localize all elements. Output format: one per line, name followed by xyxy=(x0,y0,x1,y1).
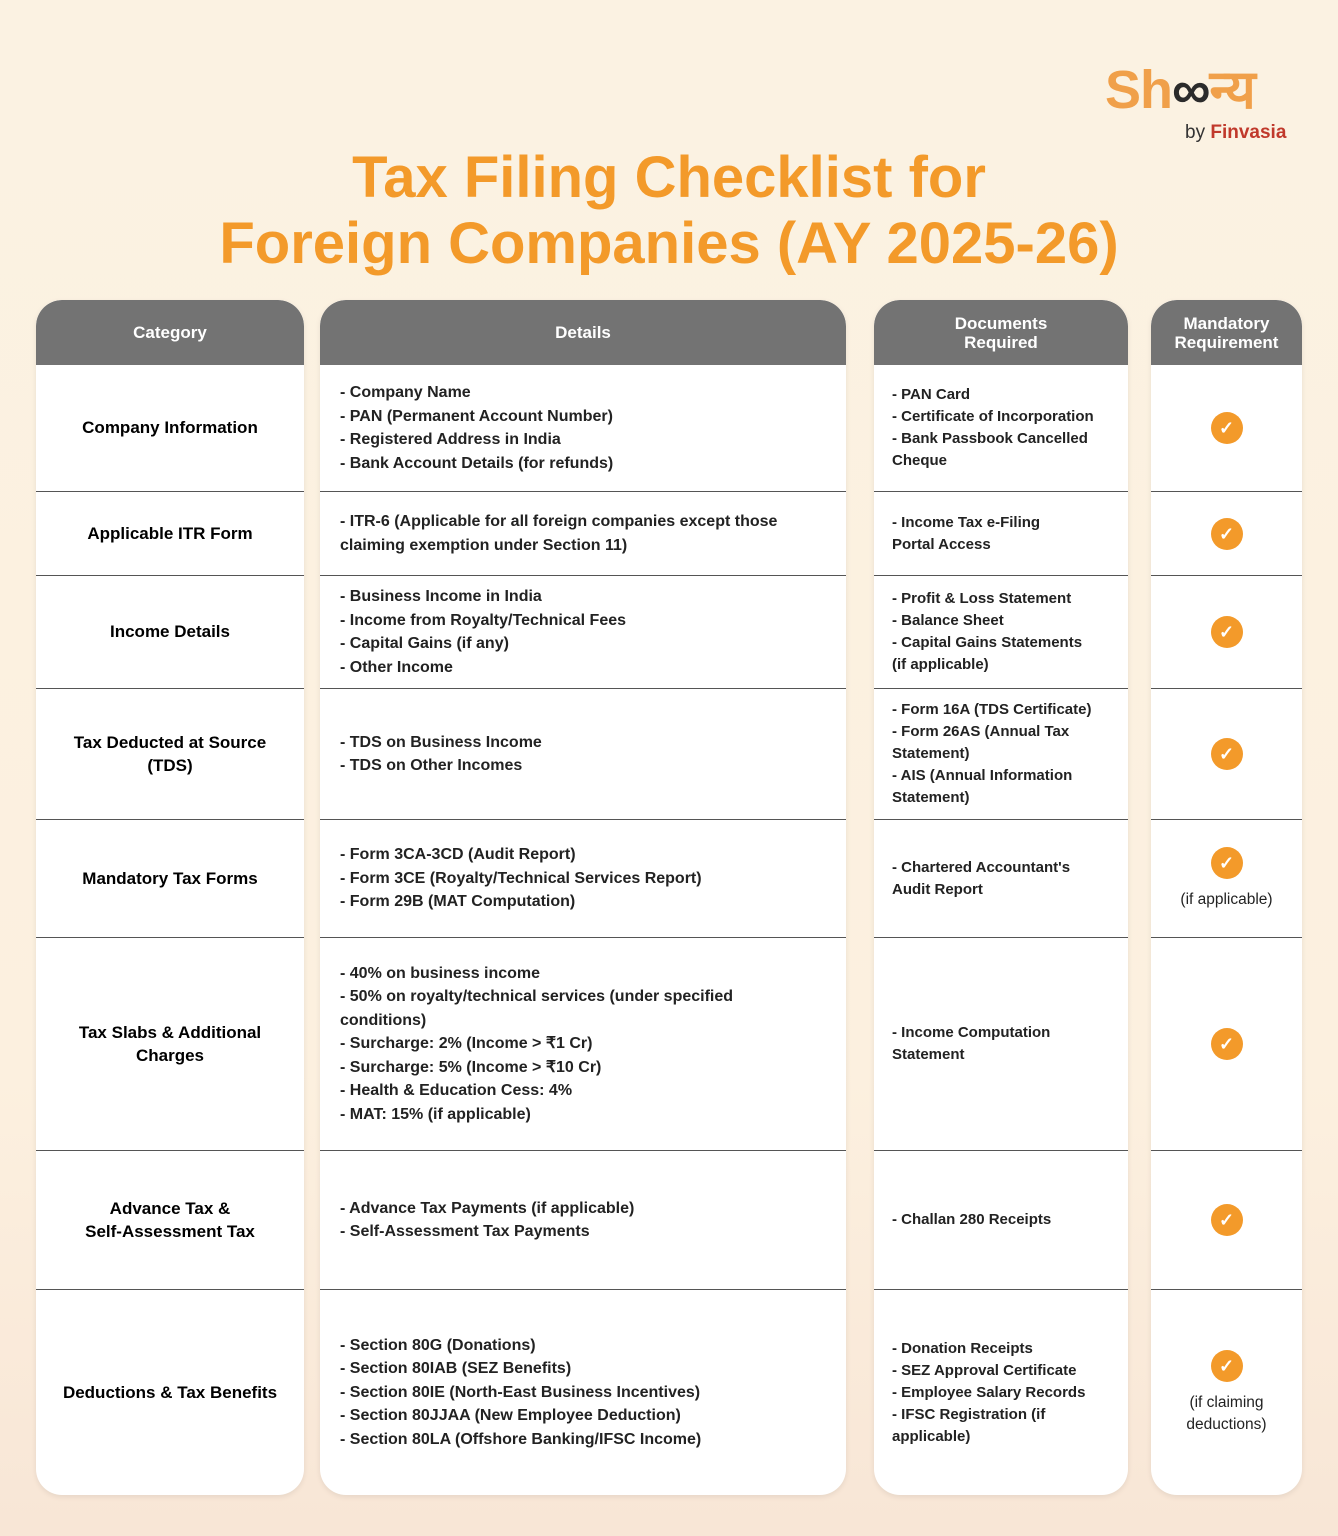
category-cell: Tax Slabs & Additional Charges xyxy=(36,938,304,1151)
details-cell: - 40% on business income - 50% on royalty/technical services (under specified conditions) - Surcharge: 2% (Income > ₹1 Cr) - Surcharge: 5% (Income > ₹10 Cr) - Health & Education Cess: 4% - MAT: 15% (if applicable) xyxy=(320,938,846,1151)
mandatory-header: Mandatory Requirement xyxy=(1151,300,1302,365)
category-cell: Applicable ITR Form xyxy=(36,492,304,576)
title-line-2: Foreign Companies (AY 2025-26) xyxy=(219,211,1119,276)
documents-cell: - Profit & Loss Statement - Balance Sheet - Capital Gains Statements (if applicable) xyxy=(874,576,1128,689)
category-cell: Mandatory Tax Forms xyxy=(36,820,304,938)
details-cell: - Advance Tax Payments (if applicable) - Self-Assessment Tax Payments xyxy=(320,1151,846,1290)
details-cell: - ITR-6 (Applicable for all foreign companies except those claiming exemption under Section 11) xyxy=(320,492,846,576)
details-header: Details xyxy=(320,300,846,365)
documents-header: Documents Required xyxy=(874,300,1128,365)
documents-cell: - Income Computation Statement xyxy=(874,938,1128,1151)
details-cell: - Section 80G (Donations) - Section 80IAB (SEZ Benefits) - Section 80IE (North-East Business Incentives) - Section 80JJAA (New Employee Deduction) - Section 80LA (Offshore Banking/IFSC Income) xyxy=(340,1336,702,1448)
category-cell: Company Information xyxy=(36,365,304,492)
details-cell: - TDS on Business Income - TDS on Other Incomes xyxy=(320,689,846,820)
documents-cell: - Chartered Accountant's Audit Report xyxy=(874,820,1128,938)
checkmark-icon: ✓ xyxy=(1211,412,1243,444)
mandatory-cell xyxy=(1151,689,1302,820)
title-line-1: Tax Filing Checklist for xyxy=(352,145,986,210)
logo-text-devanagari: न्य xyxy=(1209,60,1255,120)
documents-cell: - PAN Card - Certificate of Incorporation - Bank Passbook Cancelled Cheque xyxy=(874,365,1128,492)
documents-column xyxy=(874,300,1128,1495)
checkmark-icon: ✓ xyxy=(1211,1028,1243,1060)
category-column xyxy=(36,300,304,1495)
details-column xyxy=(320,300,846,1495)
checkmark-icon: ✓ xyxy=(1211,616,1243,648)
logo-brand: Finvasia xyxy=(1210,122,1287,143)
mandatory-cell xyxy=(1151,576,1302,689)
checkmark-icon: ✓ xyxy=(1211,1204,1243,1236)
mandatory-column xyxy=(1151,300,1302,1495)
mandatory-cell xyxy=(1151,938,1302,1151)
details-cell: - Business Income in India - Income from Royalty/Technical Fees - Capital Gains (if any) - Other Income xyxy=(320,576,846,689)
category-cell: Deductions & Tax Benefits xyxy=(62,1382,278,1402)
documents-cell: - Form 16A (TDS Certificate) - Form 26AS (Annual Tax Statement) - AIS (Annual Information Statement) xyxy=(874,689,1128,820)
category-cell: Advance Tax & Self-Assessment Tax xyxy=(36,1151,304,1290)
mandatory-cell xyxy=(1151,820,1302,938)
mandatory-note: (if claiming deductions) xyxy=(1186,1393,1267,1433)
logo-text: Sh xyxy=(1105,60,1173,120)
mandatory-cell xyxy=(1151,1290,1302,1495)
mandatory-cell xyxy=(1151,492,1302,576)
documents-cell: - Income Tax e-Filing Portal Access xyxy=(874,492,1128,576)
documents-cell: - Donation Receipts - SEZ Approval Certificate - Employee Salary Records - IFSC Registration (if applicable) xyxy=(892,1339,1086,1445)
category-cell: Tax Deducted at Source (TDS) xyxy=(36,689,304,820)
details-cell: - Company Name - PAN (Permanent Account Number) - Registered Address in India - Bank Account Details (for refunds) xyxy=(320,365,846,492)
checkmark-icon: ✓ xyxy=(1211,1350,1243,1382)
category-cell: Income Details xyxy=(36,576,304,689)
category-header: Category xyxy=(36,300,304,365)
checkmark-icon: ✓ xyxy=(1211,847,1243,879)
logo-by: by xyxy=(1185,122,1206,143)
mandatory-cell xyxy=(1151,1151,1302,1290)
shoonya-logo xyxy=(1105,60,1305,143)
checkmark-icon: ✓ xyxy=(1211,738,1243,770)
checkmark-icon: ✓ xyxy=(1211,518,1243,550)
infinity-icon: ∞ xyxy=(1172,60,1210,120)
details-cell: - Form 3CA-3CD (Audit Report) - Form 3CE (Royalty/Technical Services Report) - Form 29B (MAT Computation) xyxy=(320,820,846,938)
mandatory-note: (if applicable) xyxy=(1180,890,1273,908)
documents-cell: - Challan 280 Receipts xyxy=(874,1151,1128,1290)
mandatory-cell xyxy=(1151,365,1302,492)
page-title xyxy=(0,145,1338,277)
